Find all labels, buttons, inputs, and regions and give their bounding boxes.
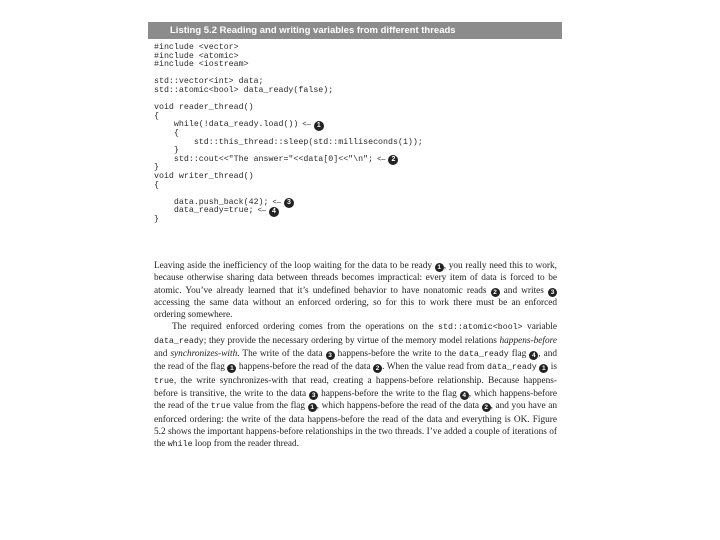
callout-arrow: <— xyxy=(302,121,311,130)
text-run: loop from the reader thread. xyxy=(192,439,299,450)
text-run: flag xyxy=(508,349,530,360)
text-run: , the write synchronizes-with that read, creating a happens-before relationship. Because happens-before is transitive, the write to the data xyxy=(154,375,557,399)
text-run: value from the flag xyxy=(230,401,308,412)
text-run: happens-before the write to the flag xyxy=(318,388,460,399)
callout-arrow: <— xyxy=(257,207,266,216)
ref-annotation-4: 4 xyxy=(460,391,469,400)
callout-arrow: <— xyxy=(377,155,386,164)
text-run: , which happens-before the read of the data xyxy=(316,401,482,412)
ref-annotation-2: 2 xyxy=(482,403,491,412)
code-annotation-3: 3 xyxy=(284,198,294,208)
book-page xyxy=(148,22,562,522)
text-run: . The write of the data xyxy=(237,349,326,360)
code-annotation-1: 1 xyxy=(314,121,324,131)
text-run: and writes xyxy=(499,285,548,296)
text-run: The required enforced ordering comes from the operations on the xyxy=(172,322,438,333)
text-run: . When the value read from xyxy=(382,362,487,373)
emphasis: synchronizes-with xyxy=(170,349,238,360)
code-line xyxy=(154,121,554,130)
ref-annotation-1: 1 xyxy=(539,364,548,373)
ref-annotation-1: 1 xyxy=(227,364,236,373)
code-text: { xyxy=(154,128,179,138)
text-run: , and you have an enforced ordering: the write of the data happens-before the read of the data and everything is OK. Figure 5.2 shows the important happens-before relationships in the two threads. I’ve added a couple of iterations of the xyxy=(154,401,557,450)
ref-annotation-3: 3 xyxy=(326,351,335,360)
text-run: happens-before the write to the xyxy=(334,349,459,360)
code-line xyxy=(154,139,554,148)
ref-annotation-1: 1 xyxy=(308,403,317,412)
ref-annotation-2: 2 xyxy=(491,288,500,297)
code-text: { xyxy=(154,180,159,190)
inline-code: true xyxy=(210,402,231,412)
callout-arrow: <— xyxy=(272,198,281,207)
text-run: , which happens-before the read of the xyxy=(154,388,557,412)
ref-annotation-3: 3 xyxy=(548,288,557,297)
code-annotation-4: 4 xyxy=(269,207,279,217)
code-text: std::vector<int> data; xyxy=(154,77,264,87)
text-run: , and the read of the flag xyxy=(154,349,558,373)
code-text: data_ready=true; xyxy=(154,206,254,216)
body-text xyxy=(154,260,557,451)
listing-header: Listing 5.2 Reading and writing variables from different threads xyxy=(148,22,562,39)
text-run: variable xyxy=(522,322,557,333)
code-text: #include <vector> xyxy=(154,43,239,52)
text-run: happens-before the read of the data xyxy=(236,362,374,373)
inline-code: data_ready xyxy=(458,350,509,360)
code-line xyxy=(154,182,554,191)
code-line xyxy=(154,156,554,165)
code-text: std::this_thread::sleep(std::milliseconds(1)); xyxy=(154,137,423,147)
inline-code: while xyxy=(167,440,193,450)
ref-annotation-2: 2 xyxy=(373,364,382,373)
code-line xyxy=(154,207,554,216)
code-text: } xyxy=(154,214,159,224)
text-run: and xyxy=(154,349,171,360)
inline-code: data_ready xyxy=(487,363,537,373)
ref-annotation-1: 1 xyxy=(435,263,444,272)
text-run: accessing the same data without an enforced ordering, so for this to work there must be an enforced ordering somewhere. xyxy=(154,297,557,321)
inline-code: std::atomic<bool> xyxy=(438,323,523,333)
code-text: } xyxy=(154,163,159,173)
text-run: ; they provide the necessary ordering by virtue of the memory model relations xyxy=(203,335,500,346)
code-text: std::atomic<bool> data_ready(false); xyxy=(154,85,334,95)
inline-code: data_ready xyxy=(154,336,204,346)
code-text: #include <atomic> xyxy=(154,51,239,61)
paragraph-1 xyxy=(154,260,557,321)
code-text: void writer_thread() xyxy=(154,171,254,181)
paragraph-2 xyxy=(154,321,557,451)
code-listing xyxy=(154,44,554,224)
code-text: while(!data_ready.load()) xyxy=(154,120,299,130)
code-line xyxy=(154,104,554,113)
code-text: #include <iostream> xyxy=(154,60,249,70)
code-line xyxy=(154,216,554,225)
code-text: void reader_thread() xyxy=(154,103,254,113)
text-run: Leaving aside the inefficiency of the loop waiting for the data to be ready xyxy=(154,261,435,271)
code-annotation-2: 2 xyxy=(388,155,398,165)
text-run: , you really need this to work, because otherwise sharing data between threads becomes impractical: every item of data is forced to be atomic. You’ve already learned that it’s undefined behavior to have nonatomic reads xyxy=(154,261,557,296)
ref-annotation-3: 3 xyxy=(309,391,318,400)
inline-code: true xyxy=(154,376,174,386)
code-line xyxy=(154,87,554,96)
ref-annotation-4: 4 xyxy=(529,351,538,360)
code-text: } xyxy=(154,146,179,156)
code-line xyxy=(154,61,554,70)
code-text: { xyxy=(154,111,159,121)
code-text: data.push_back(42); xyxy=(154,197,269,207)
code-line xyxy=(154,173,554,182)
text-run: is xyxy=(548,362,557,373)
code-text: std::cout<<"The answer="<<data[0]<<"\n"; xyxy=(154,154,374,164)
emphasis: happens-before xyxy=(499,335,557,346)
